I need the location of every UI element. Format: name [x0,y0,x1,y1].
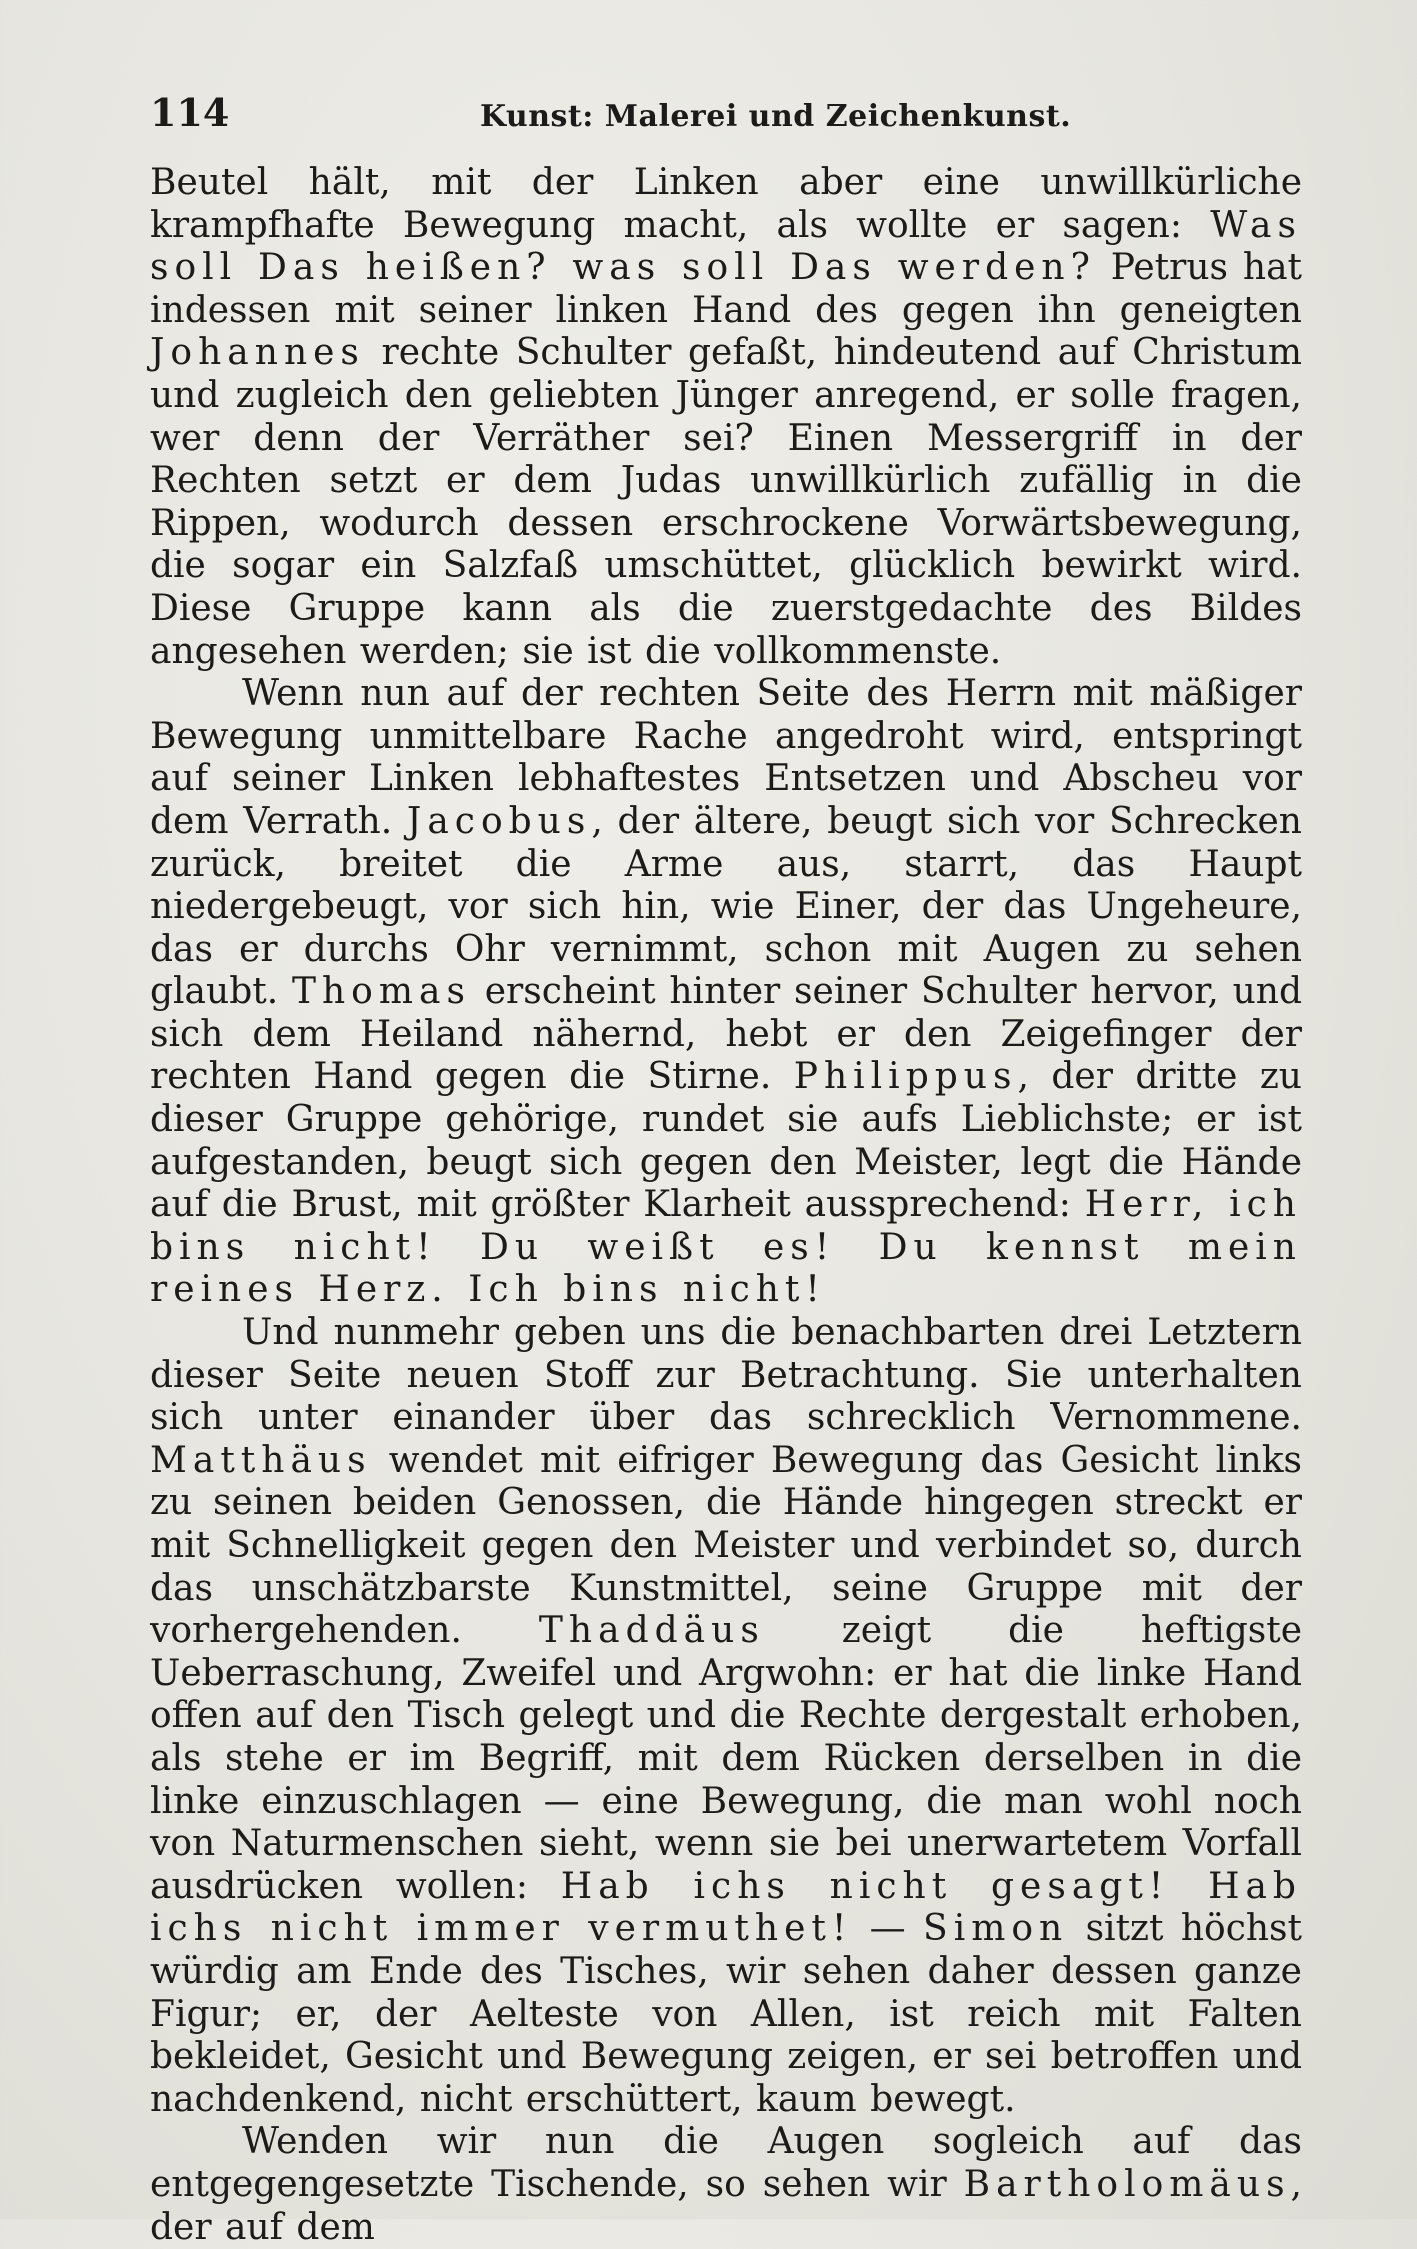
text-run: Petrus hat indessen mit seiner linken Hand des gegen ihn geneigten [150,247,1302,331]
paragraph [150,162,1302,673]
spaced-emphasis-text: Thaddäus [538,1610,765,1652]
spaced-emphasis-text: Thomas [291,971,471,1013]
text-run: — [852,1908,924,1950]
paragraph [150,673,1302,1312]
running-head: Kunst: Malerei und Zeichenkunst. [480,99,1072,134]
spaced-emphasis-text: Philippus [793,1056,1018,1098]
text-run: rechte Schulter gefaßt, hindeutend auf Christum und zugleich den geliebten Jünger anregend, er solle fragen, wer denn der Verräther sei? Einen Messergriff in der Rechten setzt er dem Judas unwillkürlich zufällig in die Rippen, wodurch dessen erschrockene Vorwärtsbewegung, die sogar ein Salzfaß umschüttet, glücklich bewirkt wird. Diese Gruppe kann als die zuerstgedachte des Bildes angesehen werden; sie ist die vollkommenste. [150,332,1302,672]
text-run: , der dritte zu dieser Gruppe gehörige, rundet sie aufs Lieblichste; er ist aufgestanden, beugt sich gegen den Meister, legt die Hände auf die Brust, mit größter Klarheit aussprechend: [150,1056,1302,1226]
text-run: Und nunmehr geben uns die benachbarten drei Letztern dieser Seite neuen Stoff zur Betrachtung. Sie unterhalten sich unter einander über das schrecklich Vernommene. [150,1312,1302,1439]
text-run: , der ältere, beugt sich vor Schrecken zurück, breitet die Arme aus, starrt, das Haupt niedergebeugt, vor sich hin, wie Einer, der das Ungeheure, das er durchs Ohr vernimmt, schon mit Augen zu sehen glaubt. [150,800,1302,1013]
text-run: sitzt höchst würdig am Ende des Tisches, wir sehen daher dessen ganze Figur; er, der Aelteste von Allen, ist reich mit Falten bekleidet, Gesicht und Bewegung zeigen, er sei betroffen und nachdenkend, nicht erschüttert, kaum bewegt. [150,1908,1302,2120]
text-run: Wenden wir nun die Augen sogleich auf das entgegengesetzte Tischende, so sehen wir [150,2121,1302,2205]
spaced-emphasis-text: Bartholomäus [963,2163,1291,2205]
spaced-emphasis-text: Simon [923,1908,1069,1950]
book-page [150,90,1302,2249]
page-number: 114 [150,90,230,135]
spaced-emphasis-text: Was soll Das heißen? was soll Das werden? [150,204,1302,289]
text-run: Beutel hält, mit der Linken aber eine unwillkürliche krampfhafte Bewegung macht, als wollte er sagen: [150,162,1302,246]
spaced-emphasis-text: Matthäus [150,1439,372,1481]
text-run: , der auf dem [150,2163,1302,2248]
text-run: zeigt die heftigste Ueberraschung, Zweifel und Argwohn: er hat die linke Hand offen auf den Tisch gelegt und die Rechte dergestalt erhoben, als stehe er im Begriff, mit dem Rücken derselben in die linke einzuschlagen — eine Bewegung, die man wohl noch von Naturmenschen sieht, wenn sie bei unerwartetem Vorfall ausdrücken wollen: [150,1610,1303,1907]
spaced-emphasis-text: Herr, ich bins nicht! Du weißt es! Du kennst mein reines Herz. Ich bins nicht! [150,1184,1302,1311]
paragraph [150,1312,1302,2121]
paragraph [150,2121,1302,2249]
text-run: Wenn nun auf der rechten Seite des Herrn mit mäßiger Bewegung unmittelbare Rache angedroht wird, entspringt auf seiner Linken lebhaftestes Entsetzen und Abscheu vor dem Verrath. [150,673,1302,842]
body-text [150,162,1302,2249]
spaced-emphasis-text: Hab ichs nicht gesagt! Hab ichs nicht immer vermuthet! [150,1865,1302,1950]
spaced-emphasis-text: Johannes [150,332,365,374]
text-run: erscheint hinter seiner Schulter hervor, und sich dem Heiland nähernd, hebt er den Zeigefinger der rechten Hand gegen die Stirne. [150,971,1302,1098]
spaced-emphasis-text: Jacobus [406,800,592,842]
page-header [150,90,1302,142]
text-run: wendet mit eifriger Bewegung das Gesicht links zu seinen beiden Genossen, die Hände hingegen streckt er mit Schnelligkeit gegen den Meister und verbindet so, durch das unschätzbarste Kunstmittel, seine Gruppe mit der vorhergehenden. [150,1439,1302,1652]
